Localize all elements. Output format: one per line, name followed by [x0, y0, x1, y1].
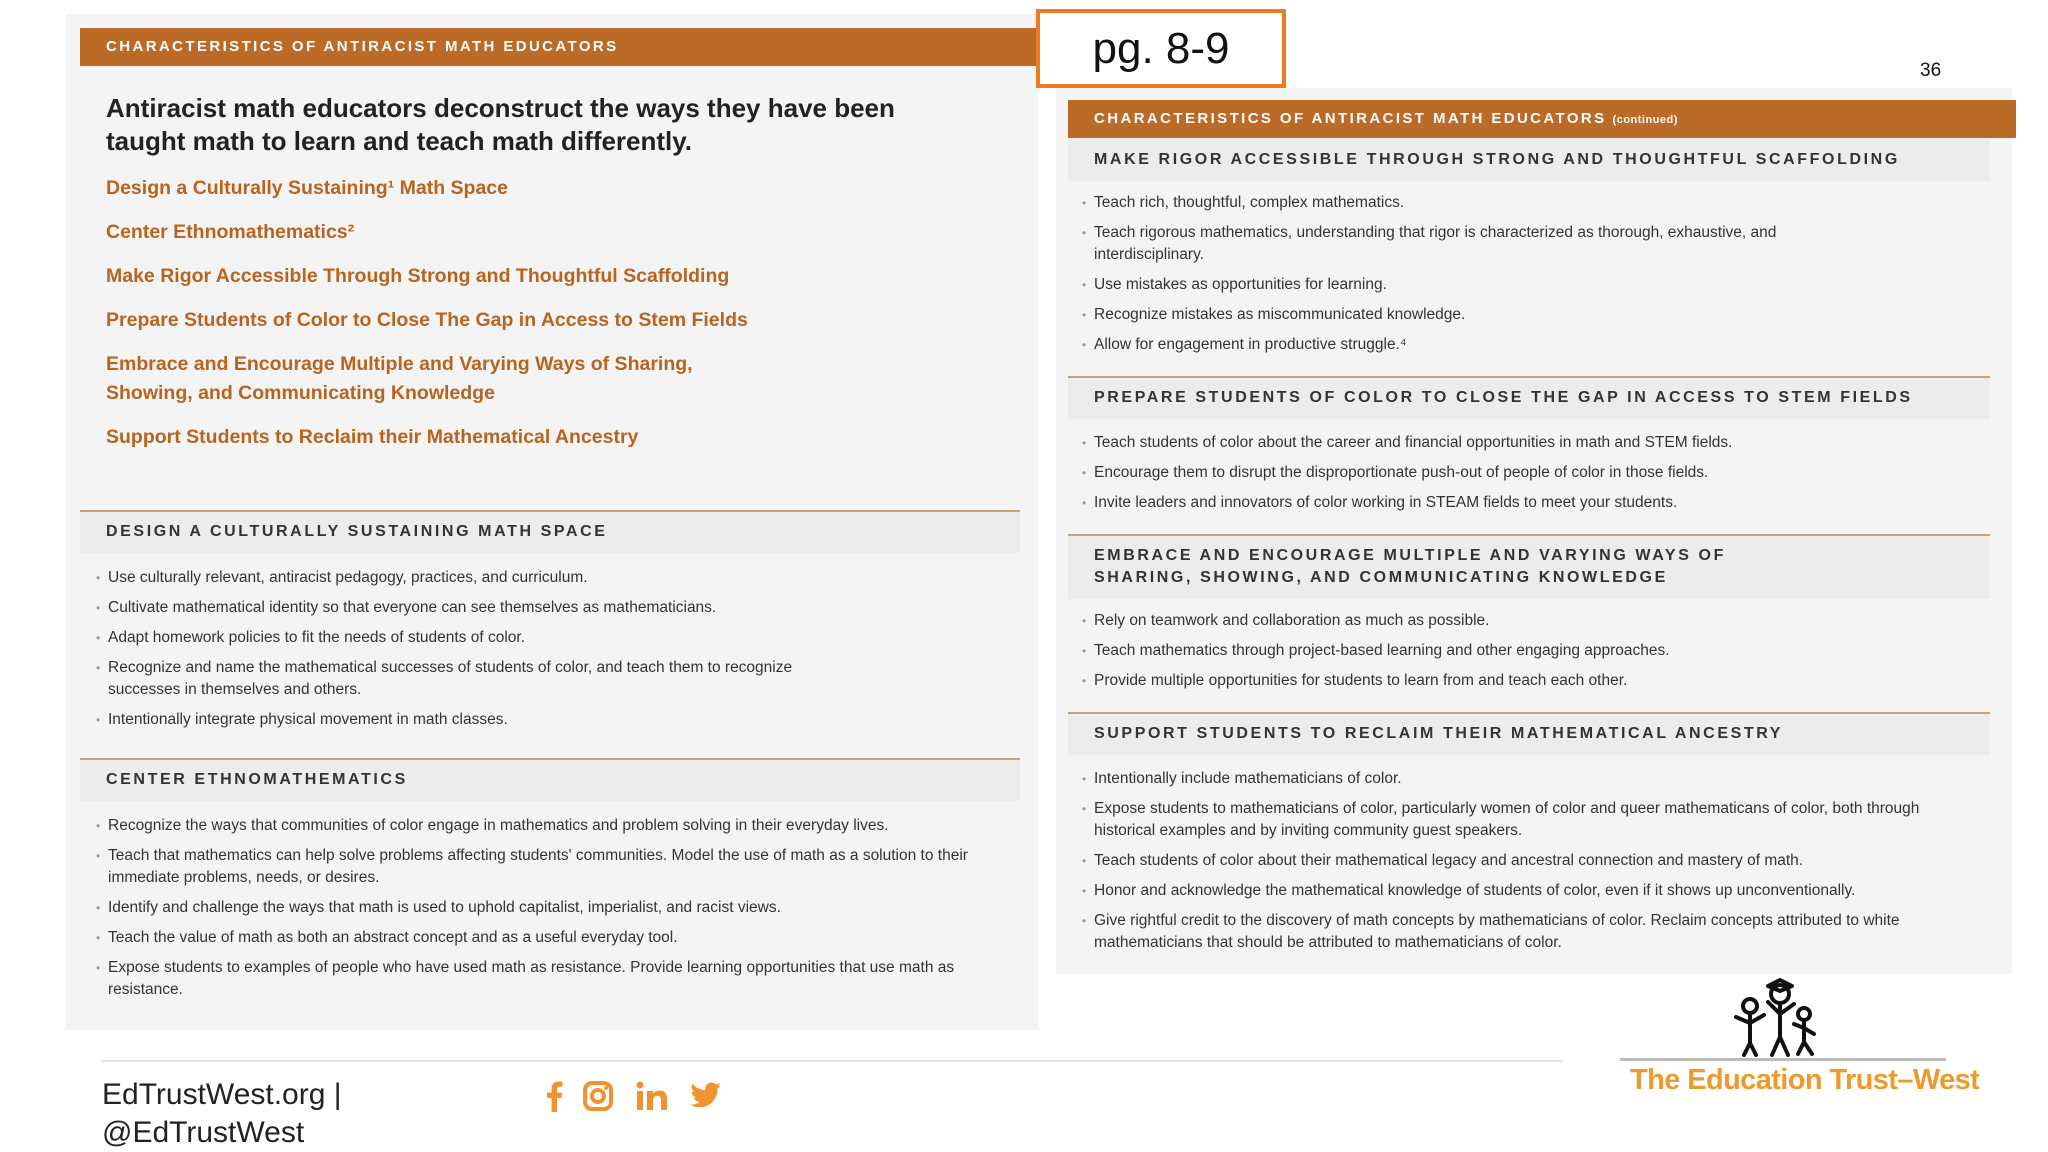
instagram-icon[interactable] — [580, 1076, 616, 1116]
intro-line-2: taught math to learn and teach math differently. — [106, 126, 693, 156]
section-bullet-list — [1082, 768, 1982, 962]
table-of-contents — [106, 174, 926, 467]
toc-item: Prepare Students of Color to Close The Gap in Access to Stem Fields — [106, 309, 748, 331]
section-title: DESIGN A CULTURALLY SUSTAINING MATH SPACE — [80, 512, 1020, 553]
list-item: • Expose students to examples of people who have used math as resistance. Provide learning opportunities that use math as resistance. — [96, 957, 1026, 1001]
section-title: CENTER ETHNOMATHEMATICS — [80, 760, 1020, 801]
list-item: • Use mistakes as opportunities for learning. — [1082, 274, 1882, 296]
footer-divider — [102, 1060, 1562, 1062]
section-title: SUPPORT STUDENTS TO RECLAIM THEIR MATHEMATICAL ANCESTRY — [1068, 714, 1990, 755]
toc-item: Support Students to Reclaim their Mathematical Ancestry — [106, 426, 639, 448]
page-reference-label: pg. 8-9 — [1092, 23, 1230, 73]
left-banner-text: CHARACTERISTICS OF ANTIRACIST MATH EDUCATORS — [106, 38, 619, 55]
list-item: • Rely on teamwork and collaboration as much as possible. — [1082, 610, 1982, 632]
logo-text: The Education Trust–West — [1630, 1064, 1980, 1096]
list-item: • Honor and acknowledge the mathematical knowledge of students of color, even if it shows up unconventionally. — [1082, 880, 1982, 902]
section-bullet-list — [96, 567, 1016, 739]
logo-divider — [1620, 1058, 1946, 1061]
right-banner — [1068, 100, 2016, 138]
slide-number: 36 — [1920, 60, 1942, 81]
list-item: • Allow for engagement in productive struggle.⁴ — [1082, 334, 1882, 356]
list-item: • Recognize the ways that communities of color engage in mathematics and problem solving in their everyday lives. — [96, 815, 1026, 837]
twitter-icon[interactable] — [688, 1076, 724, 1116]
list-item: • Provide multiple opportunities for students to learn from and teach each other. — [1082, 670, 1982, 692]
list-item: • Teach that mathematics can help solve problems affecting students' communities. Model the use of math as a solution to their immediate problems, needs, or desires. — [96, 845, 1026, 889]
banner-continued-label: (continued) — [1612, 114, 1678, 126]
left-banner — [80, 28, 1046, 66]
list-item: • Recognize mistakes as miscommunicated knowledge. — [1082, 304, 1882, 326]
section-bullet-list — [96, 815, 1026, 1009]
footer-handle[interactable]: @EdTrustWest — [102, 1116, 305, 1149]
section-bullet-list — [1082, 432, 1982, 522]
intro-line-1: Antiracist math educators deconstruct the ways they have been — [106, 93, 895, 123]
list-item: • Use culturally relevant, antiracist pedagogy, practices, and curriculum. — [96, 567, 1016, 589]
list-item: • Invite leaders and innovators of color working in STEAM fields to meet your students. — [1082, 492, 1982, 514]
list-item: • Encourage them to disrupt the disproportionate push-out of people of color in those fields. — [1082, 462, 1982, 484]
list-item: • Expose students to mathematicians of color, particularly women of color and queer mathematicans of color, both through historical examples and by inviting community guest speakers. — [1082, 798, 1982, 842]
section-bullet-list — [1082, 192, 1882, 364]
list-item: • Teach rich, thoughtful, complex mathematics. — [1082, 192, 1882, 214]
edtrust-logo-graphic — [1728, 978, 1824, 1058]
section-title — [1068, 536, 1990, 599]
toc-item: Design a Culturally Sustaining¹ Math Space — [106, 177, 508, 199]
section-title: MAKE RIGOR ACCESSIBLE THROUGH STRONG AND THOUGHTFUL SCAFFOLDING — [1068, 140, 1990, 181]
toc-item: Center Ethnomathematics² — [106, 221, 355, 243]
list-item: • Adapt homework policies to fit the needs of students of color. — [96, 627, 1016, 649]
section-title-text: EMBRACE AND ENCOURAGE MULTIPLE AND VARYING WAYS OF SHARING, SHOWING, AND COMMUNICATING KNOWLEDGE — [1094, 547, 1726, 586]
list-item: • Intentionally include mathematicians of color. — [1082, 768, 1982, 790]
toc-item: Make Rigor Accessible Through Strong and Thoughtful Scaffolding — [106, 265, 730, 287]
list-item: • Intentionally integrate physical movement in math classes. — [96, 709, 1016, 731]
toc-item — [106, 350, 926, 408]
facebook-icon[interactable] — [536, 1076, 572, 1116]
toc-item-line: Embrace and Encourage Multiple and Varying Ways of Sharing, — [106, 353, 693, 375]
list-item: • Teach mathematics through project-based learning and other engaging approaches. — [1082, 640, 1982, 662]
right-banner-text: CHARACTERISTICS OF ANTIRACIST MATH EDUCATORS — [1094, 110, 1607, 127]
page-reference-box — [1036, 9, 1286, 88]
list-item: • Cultivate mathematical identity so that everyone can see themselves as mathematicians. — [96, 597, 1016, 619]
list-item: • Teach rigorous mathematics, understanding that rigor is characterized as thorough, exhaustive, and interdisciplinary. — [1082, 222, 1882, 266]
list-item: • Teach students of color about the career and financial opportunities in math and STEM fields. — [1082, 432, 1982, 454]
section-bullet-list — [1082, 610, 1982, 700]
section-title: PREPARE STUDENTS OF COLOR TO CLOSE THE GAP IN ACCESS TO STEM FIELDS — [1068, 378, 1990, 419]
list-item: • Teach the value of math as both an abstract concept and as a useful everyday tool. — [96, 927, 1026, 949]
footer-website[interactable]: EdTrustWest.org | — [102, 1078, 342, 1111]
list-item: • Identify and challenge the ways that math is used to uphold capitalist, imperialist, and racist views. — [96, 897, 1026, 919]
toc-item-line: Showing, and Communicating Knowledge — [106, 382, 495, 404]
list-item: • Give rightful credit to the discovery of math concepts by mathematicians of color. Reclaim concepts attributed to white mathematicians that should be attributed to mathematicians of color. — [1082, 910, 1982, 954]
intro-heading — [106, 92, 926, 158]
linkedin-icon[interactable] — [634, 1076, 670, 1116]
list-item: • Recognize and name the mathematical successes of students of color, and teach them to recognize successes in themselves and others. — [96, 657, 828, 701]
list-item: • Teach students of color about their mathematical legacy and ancestral connection and mastery of math. — [1082, 850, 1982, 872]
footer-text — [102, 1076, 342, 1152]
